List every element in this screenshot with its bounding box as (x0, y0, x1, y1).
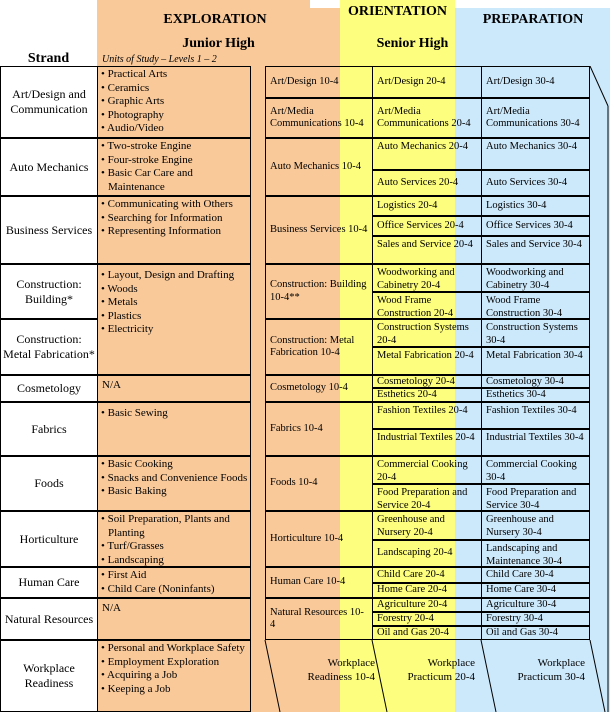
course-10-cell: Auto Mechanics 10-4 (265, 138, 373, 196)
course-30-cell: Greenhouse and Nursery 30-4 (481, 511, 590, 540)
senior-high-heading: Senior High (376, 36, 449, 51)
course-10-cell: Cosmetology 10-4 (265, 375, 373, 402)
not-applicable: N/A (102, 602, 121, 614)
strand-cell: Cosmetology (0, 375, 98, 402)
course-30-cell: Construction Systems 30-4 (481, 319, 590, 347)
junior-high-cell (97, 640, 251, 712)
unit-item: • Two-stroke Engine (100, 140, 248, 154)
course-20-cell: Child Care 20-4 (372, 567, 482, 583)
unit-item: • Snacks and Convenience Foods (100, 472, 248, 486)
course-10-cell: Foods 10-4 (265, 456, 373, 511)
header-top-white-right2 (455, 0, 610, 8)
course-20-cell: Art/Design 20-4 (372, 66, 482, 98)
course-10-cell: Construction: Metal Fabrication 10-4 (265, 319, 373, 375)
unit-item: • Basic Sewing (100, 407, 248, 421)
course-10-cell: Human Care 10-4 (265, 567, 373, 598)
junior-high-cell (97, 567, 251, 598)
course-10-cell: Art/Media Communications 10-4 (265, 98, 373, 138)
course-20-cell: Commercial Cooking 20-4 (372, 456, 482, 484)
unit-item: • Electricity (100, 323, 248, 337)
course-30-cell: Auto Mechanics 30-4 (481, 138, 590, 170)
junior-high-heading: Junior High (182, 36, 255, 51)
right-fold-decoration (588, 66, 610, 712)
course-20-cell: Woodworking and Cabinetry 20-4 (372, 264, 482, 292)
workplace-readiness-10: Workplace Readiness 10-4 (307, 657, 375, 683)
course-10-cell: Natural Resources 10-4 (265, 598, 373, 640)
course-20-cell: Industrial Textiles 20-4 (372, 429, 482, 456)
course-30-cell: Landscaping and Maintenance 30-4 (481, 540, 590, 567)
strand-cell: Business Services (0, 196, 98, 264)
strand-cell: Construction: Building* (0, 264, 98, 319)
course-30-cell: Sales and Service 30-4 (481, 236, 590, 264)
course-30-cell: Cosmetology 30-4 (481, 375, 590, 388)
course-20-cell: Auto Mechanics 20-4 (372, 138, 482, 170)
course-20-cell: Metal Fabrication 20-4 (372, 347, 482, 375)
course-10-cell: Construction: Building 10-4** (265, 264, 373, 319)
strand-cell: Auto Mechanics (0, 138, 98, 196)
course-30-cell: Commercial Cooking 30-4 (481, 456, 590, 484)
workplace-practicum-20: Workplace Practicum 20-4 (407, 657, 475, 683)
unit-item: • Audio/Video (100, 122, 248, 136)
course-30-cell: Logistics 30-4 (481, 196, 590, 216)
junior-high-cell (97, 138, 251, 196)
course-20-cell: Fashion Textiles 20-4 (372, 402, 482, 429)
junior-high-cell (97, 511, 251, 567)
course-30-cell: Fashion Textiles 30-4 (481, 402, 590, 429)
junior-high-cell (97, 598, 251, 640)
unit-item: • Child Care (Noninfants) (100, 583, 248, 597)
unit-item: • Graphic Arts (100, 95, 248, 109)
workplace-practicum-30: Workplace Practicum 30-4 (517, 657, 585, 683)
course-20-cell: Auto Services 20-4 (372, 170, 482, 196)
course-20-cell: Logistics 20-4 (372, 196, 482, 216)
unit-item: • Basic Car Care and Maintenance (100, 167, 248, 194)
course-10-cell: Business Services 10-4 (265, 196, 373, 264)
course-20-cell: Esthetics 20-4 (372, 388, 482, 402)
junior-high-cell (97, 66, 251, 138)
course-30-cell: Industrial Textiles 30-4 (481, 429, 590, 456)
exploration-heading: EXPLORATION (163, 12, 267, 27)
unit-item: • Acquiring a Job (100, 669, 248, 683)
strand-heading: Strand (27, 51, 70, 66)
unit-item: • Personal and Workplace Safety (100, 642, 248, 656)
course-20-cell: Forestry 20-4 (372, 612, 482, 626)
course-30-cell: Esthetics 30-4 (481, 388, 590, 402)
unit-item: • Basic Cooking (100, 458, 248, 472)
unit-item: • Representing Information (100, 225, 248, 239)
course-20-cell: Sales and Service 20-4 (372, 236, 482, 264)
course-30-cell: Metal Fabrication 30-4 (481, 347, 590, 375)
course-30-cell: Art/Design 30-4 (481, 66, 590, 98)
course-30-cell: Child Care 30-4 (481, 567, 590, 583)
course-20-cell: Cosmetology 20-4 (372, 375, 482, 388)
unit-item: • Plastics (100, 310, 248, 324)
not-applicable: N/A (102, 379, 121, 391)
course-30-cell: Oil and Gas 30-4 (481, 626, 590, 640)
unit-item: • Soil Preparation, Plants and Planting (100, 513, 248, 540)
course-20-cell: Food Preparation and Service 20-4 (372, 484, 482, 511)
orientation-heading: ORIENTATION (347, 4, 448, 19)
course-20-cell: Office Services 20-4 (372, 216, 482, 236)
strand-cell: Workplace Readiness (0, 640, 98, 712)
junior-high-cell (97, 196, 251, 264)
junior-high-cell (97, 456, 251, 511)
preparation-heading: PREPARATION (482, 12, 584, 27)
course-20-cell: Home Care 20-4 (372, 583, 482, 598)
course-10-cell: Fabrics 10-4 (265, 402, 373, 456)
strand-cell: Natural Resources (0, 598, 98, 640)
course-30-cell: Art/Media Communications 30-4 (481, 98, 590, 138)
unit-item: • Turf/Grasses (100, 540, 248, 554)
strand-cell: Human Care (0, 567, 98, 598)
course-20-cell: Construction Systems 20-4 (372, 319, 482, 347)
course-30-cell: Auto Services 30-4 (481, 170, 590, 196)
unit-item: • Employment Exploration (100, 656, 248, 670)
course-10-cell: Horticulture 10-4 (265, 511, 373, 567)
unit-item: • Landscaping (100, 554, 248, 568)
course-20-cell: Agriculture 20-4 (372, 598, 482, 612)
course-10-cell: Art/Design 10-4 (265, 66, 373, 98)
unit-item: • Communicating with Others (100, 198, 248, 212)
unit-item: • Practical Arts (100, 68, 248, 82)
unit-item: • Searching for Information (100, 212, 248, 226)
strand-cell: Horticulture (0, 511, 98, 567)
unit-item: • Basic Baking (100, 485, 248, 499)
unit-item: • Keeping a Job (100, 683, 248, 697)
junior-high-cell (97, 402, 251, 456)
unit-item: • Ceramics (100, 82, 248, 96)
course-30-cell: Agriculture 30-4 (481, 598, 590, 612)
course-30-cell: Food Preparation and Service 30-4 (481, 484, 590, 511)
junior-high-cell (97, 264, 251, 375)
unit-item: • First Aid (100, 569, 248, 583)
unit-item: • Layout, Design and Drafting (100, 269, 248, 283)
course-30-cell: Woodworking and Cabinetry 30-4 (481, 264, 590, 292)
strand-cell: Foods (0, 456, 98, 511)
unit-item: • Metals (100, 296, 248, 310)
unit-item: • Photography (100, 109, 248, 123)
course-30-cell: Wood Frame Construction 30-4 (481, 292, 590, 319)
course-20-cell: Art/Media Communications 20-4 (372, 98, 482, 138)
course-30-cell: Office Services 30-4 (481, 216, 590, 236)
course-20-cell: Greenhouse and Nursery 20-4 (372, 511, 482, 540)
course-20-cell: Oil and Gas 20-4 (372, 626, 482, 640)
unit-item: • Woods (100, 283, 248, 297)
junior-high-cell (97, 375, 251, 402)
strand-cell: Fabrics (0, 402, 98, 456)
units-of-study-label: Units of Study – Levels 1 – 2 (102, 54, 217, 65)
course-20-cell: Wood Frame Construction 20-4 (372, 292, 482, 319)
unit-item: • Four-stroke Engine (100, 154, 248, 168)
course-30-cell: Home Care 30-4 (481, 583, 590, 598)
strand-cell: Construction: Metal Fabrication* (0, 319, 98, 375)
course-20-cell: Landscaping 20-4 (372, 540, 482, 567)
course-30-cell: Forestry 30-4 (481, 612, 590, 626)
strand-cell: Art/Design and Communication (0, 66, 98, 138)
